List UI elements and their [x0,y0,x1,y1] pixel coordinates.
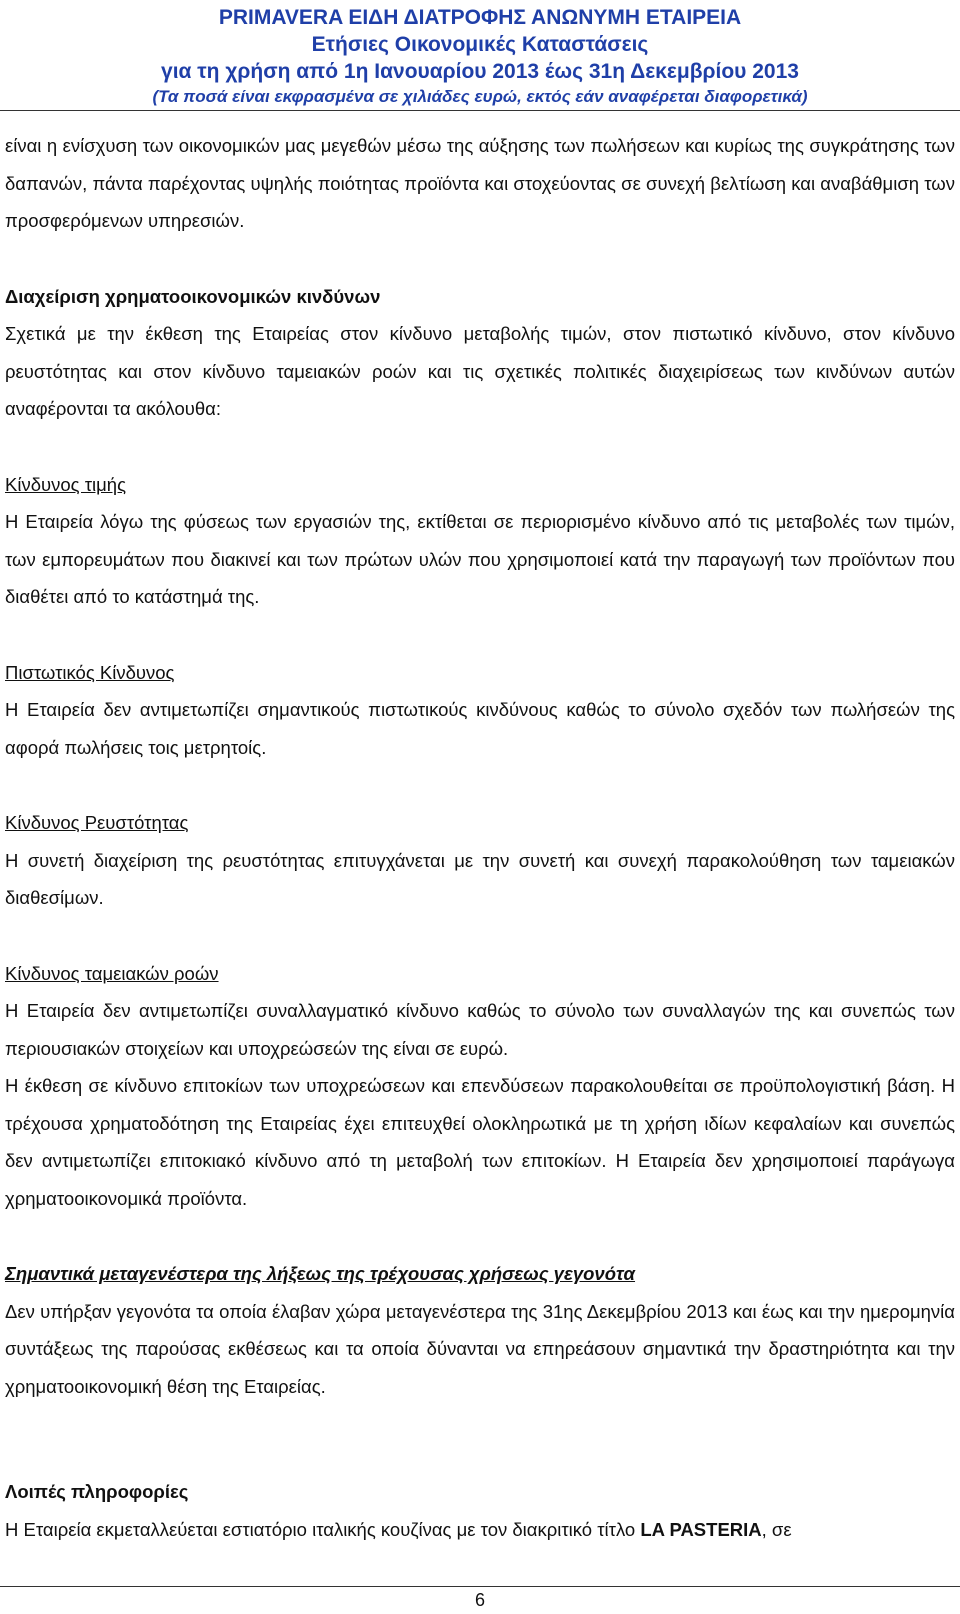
subsequent-events-heading: Σημαντικά μεταγενέστερα της λήξεως της τρέχουσας χρήσεως γεγονότα [5,1263,636,1284]
company-name: PRIMAVERA ΕΙΔΗ ΔΙΑΤΡΟΦΗΣ ΑΝΩΝΥΜΗ ΕΤΑΙΡΕΙΑ [218,6,742,29]
risk-management-text: Σχετικά με την έκθεση της Εταιρείας στον κίνδυνο μεταβολής τιμών, στον πιστωτικό κίνδυνο, στον κίνδυνο ρευστότητας και στον κίνδυνο ταμειακών ροών και τις σχετικές πολιτικές διαχειρίσεως των κινδύνων αυτών αναφέρονται τα ακόλουθα: [5,323,955,419]
price-risk-text: Η Εταιρεία λόγω της φύσεως των εργασιών της, εκτίθεται σε περιορισμένο κίνδυνο από τις μεταβολές των τιμών, των εμπορευμάτων που διακινεί και των πρώτων υλών που χρησιμοποιεί κατά την παραγωγή των προϊόντων που διαθέτει από το κατάστημά της. [5,511,955,607]
currency-note: (Τα ποσά είναι εκφρασμένα σε χιλιάδες ευρώ, εκτός εάν αναφέρεται διαφορετικά) [152,87,808,106]
other-info-text [5,1511,955,1549]
reporting-period: για τη χρήση από 1η Ιανουαρίου 2013 έως 31η Δεκεμβρίου 2013 [161,60,799,83]
subsequent-events-text: Δεν υπήρξαν γεγονότα τα οποία έλαβαν χώρα μεταγενέστερα της 31ης Δεκεμβρίου 2013 και έως και την ημερομηνία συντάξεως της παρούσας εκθέσεως και τα οποία δύνανται να επηρεάσουν σημαντικά την δραστηριότητα και την χρηματοοικονομική θέση της Εταιρείας. [5,1300,955,1397]
cashflow-risk-text-1: Η Εταιρεία δεν αντιμετωπίζει συναλλαγματικό κίνδυνο καθώς το σύνολο των συναλλαγών της και συνεπώς των περιουσιακών στοιχείων και υποχρεώσεών της είναι σε ευρώ. [5,1000,955,1059]
page-number: 6 [474,1590,485,1610]
page-header [0,4,960,109]
risk-management-heading: Διαχείριση χρηματοοικονομικών κινδύνων [5,285,381,307]
other-info-heading: Λοιπές πληροφορίες [5,1481,189,1502]
credit-risk-text: Η Εταιρεία δεν αντιμετωπίζει σημαντικούς πιστωτικούς κινδύνους καθώς το σύνολο σχεδόν των πωλήσεών της αφορά πωλήσεις τοις μετρητοίς. [5,699,955,758]
brand-name: LA PASTERIA [640,1518,762,1540]
other-info-text-before: Η Εταιρεία εκμεταλλεύεται εστιατόριο ιταλικής κουζίνας με τον διακριτικό τίτλο [5,1518,641,1540]
liquidity-risk-text: Η συνετή διαχείριση της ρευστότητας επιτυγχάνεται με την συνετή και συνεχή παρακολούθηση των ταμειακών διαθεσίμων. [5,849,955,908]
cashflow-risk-text-2: Η έκθεση σε κίνδυνο επιτοκίων των υποχρεώσεων και επενδύσεων παρακολουθείται σε προϋπολογιστική βάση. Η τρέχουσα χρηματοδότηση της Εταιρείας έχει επιτευχθεί ολοκληρωτικά με τη χρήση ιδίων κεφαλαίων και συνεπώς δεν αντιμετωπίζει επιτοκιακό κίνδυνο από τη μεταβολή των επιτοκίων. Η Εταιρεία δεν χρησιμοποιεί παράγωγα χρηματοοικονομικά προϊόντα. [5,1075,955,1209]
intro-paragraph: είναι η ενίσχυση των οικονομικών μας μεγεθών μέσω της αύξησης των πωλήσεων και κυρίως της συγκράτησης των δαπανών, πάντα παρέχοντας υψηλής ποιότητας προϊόντα και στοχεύοντας σε συνεχή βελτίωση και αναβάθμιση των προσφερόμενων υπηρεσιών. [5,135,955,231]
header-divider [0,110,960,111]
price-risk-heading: Κίνδυνος τιμής [5,473,126,495]
other-info-text-after: , σε [761,1518,792,1540]
liquidity-risk-heading: Κίνδυνος Ρευστότητας [5,812,189,833]
document-title: Ετήσιες Οικονομικές Καταστάσεις [311,33,649,56]
document-body [5,127,955,1548]
footer-divider [0,1586,960,1587]
credit-risk-heading: Πιστωτικός Κίνδυνος [5,661,175,683]
cashflow-risk-heading: Κίνδυνος ταμειακών ροών [5,962,219,984]
